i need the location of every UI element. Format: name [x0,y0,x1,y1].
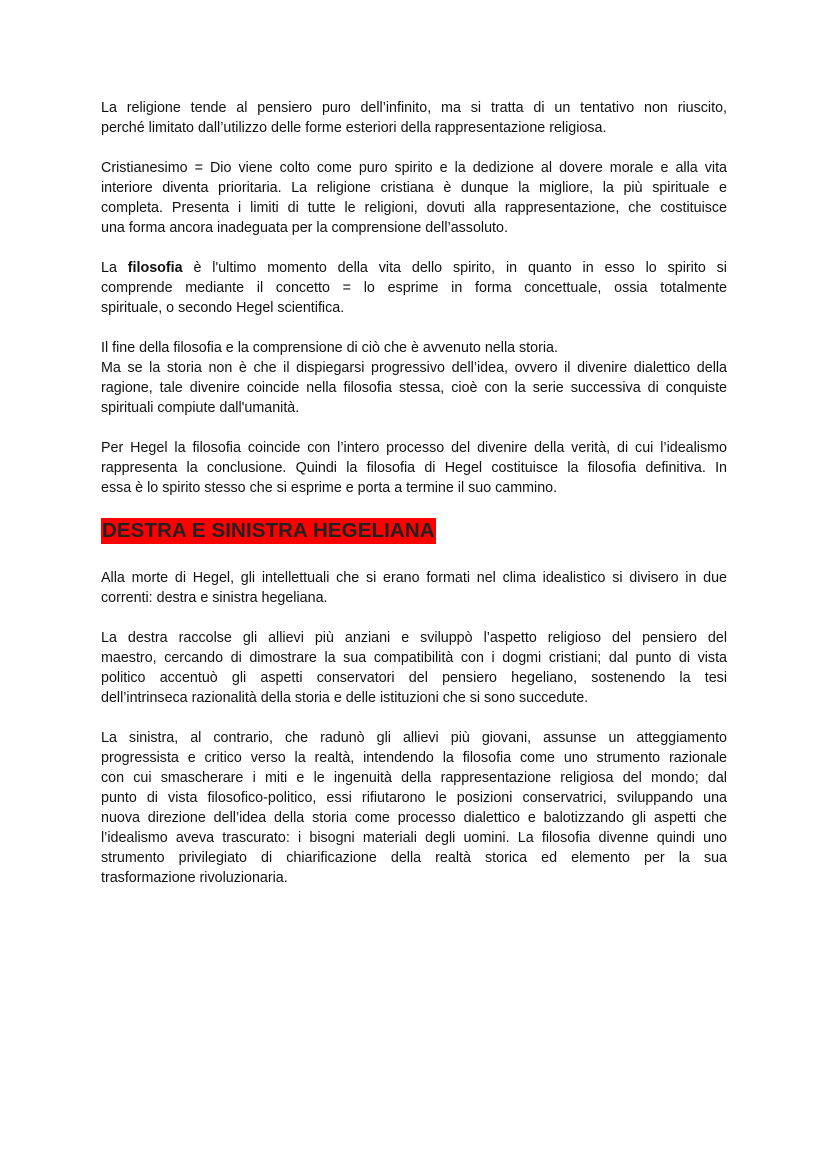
text-line: Cristianesimo = Dio viene colto come puro spirito e la dedizione al dovere morale e alla vita [101,160,727,176]
paragraph-cristianesimo [101,158,727,238]
text-line: l’idealismo aveva trascurato: i bisogni materiali degli uomini. La filosofia divenne quindi uno [101,830,727,846]
text-line: perché limitato dall’utilizzo delle forme esteriori della rappresentazione religiosa. [101,120,607,136]
paragraph-destra [101,628,727,708]
text-line: una forma ancora inadeguata per la comprensione dell’assoluto. [101,220,508,236]
paragraph-morte-hegel [101,568,727,608]
text-line: spirituali compiute dall'umanità. [101,400,300,416]
paragraph-fine-filosofia [101,338,727,418]
text-line: spirituale, o secondo Hegel scientifica. [101,300,345,316]
text-line: punto di vista filosofico-politico, essi rifiutarono le posizioni conservatrici, sviluppando una [101,790,727,806]
text-line: trasformazione rivoluzionaria. [101,870,288,886]
text-line [101,258,727,278]
paragraph-religione [101,98,727,138]
text-line: Ma se la storia non è che il dispiegarsi progressivo dell’idea, ovvero il divenire dialettico della [101,360,727,376]
text-fragment: è l'ultimo momento della vita dello spirito, in quanto in esso lo spirito si [193,260,727,276]
text-line: progressista e critico verso la realtà, intendendo la filosofia come uno strumento razionale [101,750,727,766]
text-line: comprende mediante il concetto = lo esprime in forma concettuale, ossia totalmente [101,280,727,296]
text-line: Il fine della filosofia e la comprensione di ciò che è avvenuto nella storia. [101,340,558,356]
text-line: La destra raccolse gli allievi più anziani e sviluppò l’aspetto religioso del pensiero del [101,630,727,646]
text-line: essa è lo spirito stesso che si esprime e porta a termine il suo cammino. [101,480,558,496]
text-line: La sinistra, al contrario, che radunò gli allievi più giovani, assunse un atteggiamento [101,730,727,746]
text-line: dell’intrinseca razionalità della storia e delle istituzioni che si sono succedute. [101,690,589,706]
paragraph-hegel-verita [101,438,727,498]
document-page [101,98,727,908]
bold-term-filosofia: filosofia [127,260,183,276]
section-heading-wrapper [101,518,727,544]
text-line: correnti: destra e sinistra hegeliana. [101,590,328,606]
paragraph-sinistra [101,728,727,888]
paragraph-filosofia [101,258,727,318]
text-line: politico accentuò gli aspetti conservatori del pensiero hegeliano, sostenendo la tesi [101,670,727,686]
text-fragment: La [101,260,117,276]
text-line: interiore diventa prioritaria. La religione cristiana è dunque la migliore, la più spirituale e [101,180,727,196]
text-line: Alla morte di Hegel, gli intellettuali che si erano formati nel clima idealistico si divisero in due [101,570,727,586]
text-line: con cui smascherare i miti e le ingenuità della rappresentazione religiosa del mondo; dal [101,770,727,786]
text-line: rappresenta la conclusione. Quindi la filosofia di Hegel costituisce la filosofia definitiva. In [101,460,727,476]
text-line: Per Hegel la filosofia coincide con l’intero processo del divenire della verità, di cui l’idealismo [101,440,727,456]
text-line: maestro, cercando di dimostrare la sua compatibilità con i dogmi cristiani; dal punto di vista [101,650,727,666]
text-line: completa. Presenta i limiti di tutte le religioni, dovuti alla rappresentazione, che costituisce [101,200,727,216]
text-line: ragione, tale divenire coincide nella filosofia stessa, cioè con la serie successiva di conquiste [101,380,727,396]
section-heading: DESTRA E SINISTRA HEGELIANA [102,519,435,542]
text-line: strumento privilegiato di chiarificazione della realtà storica ed elemento per la sua [101,850,727,866]
text-line: La religione tende al pensiero puro dell’infinito, ma si tratta di un tentativo non riuscito, [101,100,727,116]
text-line: nuova direzione dell’idea della storia come processo dialettico e balotizzando gli aspetti che [101,810,727,826]
